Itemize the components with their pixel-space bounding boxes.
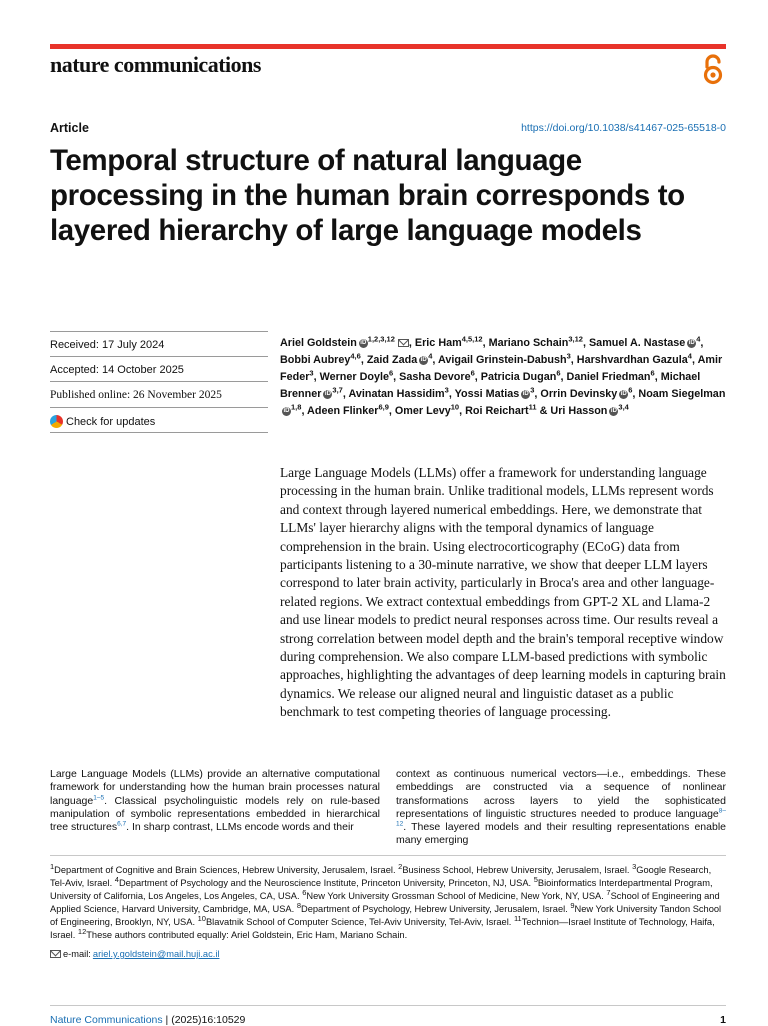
author-affiliation-ref: 3 [309, 368, 314, 378]
citation-ref: 8–12 [396, 807, 726, 828]
affiliation-number: 3 [632, 861, 637, 871]
open-access-icon [700, 54, 726, 86]
affiliation-text: School of Engineering and Applied Science, Harvard University, Cambridge, MA, USA. [50, 891, 720, 915]
author [399, 368, 475, 383]
author-affiliation-ref: 4 [428, 351, 433, 361]
author-affiliation-ref: 4 [696, 334, 701, 344]
author-name: Amir Feder [280, 354, 723, 383]
affiliation-text: Department of Psychology, Hebrew University, Jerusalem, Israel. [300, 904, 571, 915]
author-name: Roi Reichart [465, 405, 529, 417]
affiliation-text: These authors contributed equally: Ariel Goldstein, Eric Ham, Mariano Schain. [86, 930, 408, 941]
author [348, 385, 449, 400]
author-name: Zaid Zada [366, 354, 418, 366]
affiliation-number: 6 [302, 888, 307, 898]
email-icon [398, 339, 409, 347]
accepted-date: Accepted: 14 October 2025 [50, 364, 184, 376]
author-affiliation-ref: 6 [628, 385, 633, 395]
footnote-divider [50, 855, 726, 856]
footer-volume: | (2025)16:10529 [162, 1014, 246, 1026]
affiliation-text: Bioinformatics Interdepartmental Program, University of California, Los Angeles, Los Angeles, CA, USA. [50, 878, 713, 902]
article-title: Temporal structure of natural language processing in the human brain corresponds to layered hierarchy of large language models [50, 144, 685, 247]
author-name: Ariel Goldstein [280, 337, 357, 349]
email-label: e-mail: [63, 949, 91, 959]
author [307, 402, 389, 417]
body-text: . These layered models and their resulting representations enable many emerging [396, 821, 726, 847]
author [488, 334, 583, 349]
author-affiliation-ref: 1,2,3,12 [367, 334, 395, 344]
author-name: Harshvardhan Gazula [576, 354, 688, 366]
author-affiliation-ref: 3,7 [332, 385, 343, 395]
author [576, 351, 692, 366]
author-name: Sasha Devore [399, 371, 471, 383]
author-affiliation-ref: 4 [687, 351, 692, 361]
author-affiliation-ref: 6 [388, 368, 394, 378]
author-name: Orrin Devinsky [540, 388, 618, 400]
author-affiliation-ref: 6 [556, 368, 561, 378]
author-affiliation-ref: 1,8 [291, 402, 302, 412]
author [454, 385, 535, 400]
author [319, 368, 394, 383]
affiliation-number: 2 [398, 861, 403, 871]
affiliation-text: New York University Grossman School of Medicine, New York, NY, USA. [306, 891, 607, 902]
header-accent-bar [50, 44, 726, 49]
author-affiliation-ref: 11 [528, 402, 537, 412]
author-affiliation-ref: 4,5,12 [461, 334, 483, 344]
affiliation-number: 12 [77, 927, 87, 937]
author-affiliation-ref: 3,12 [568, 334, 583, 344]
body-column-left [50, 768, 380, 834]
author-name: Noam Siegelman [638, 388, 726, 400]
author [588, 334, 701, 349]
body-text: . Classical psycholinguistic models rely on rule-based manipulation of symbolic representations embedded in hierarchical tree structures [50, 794, 380, 834]
body-text: . In sharp contrast, LLMs encode words and their [126, 821, 354, 834]
author [550, 402, 629, 417]
meta-divider [50, 432, 268, 433]
author [438, 351, 571, 366]
author-name: Michael Brenner [280, 371, 701, 400]
author-affiliation-ref: 3,4 [618, 402, 629, 412]
meta-divider [50, 407, 268, 408]
author [480, 368, 561, 383]
author-name: Werner Doyle [319, 371, 389, 383]
citation-ref: 6,7 [117, 820, 127, 828]
orcid-icon: iD [620, 390, 627, 397]
affiliation-number: 9 [570, 901, 575, 911]
check-updates-label: Check for updates [66, 415, 156, 428]
author-affiliation-ref: 4,6 [350, 351, 361, 361]
footer-citation [50, 1014, 245, 1026]
affiliation-number: 7 [606, 888, 611, 898]
affiliation-text: Business School, Hebrew University, Jerusalem, Israel. [402, 865, 633, 875]
author [540, 385, 633, 400]
check-for-updates-button[interactable] [50, 415, 155, 428]
article-type-label: Article [50, 121, 89, 135]
affiliation-text: Blavatnik School of Computer Science, Tel-Aviv University, Tel-Aviv, Israel. [205, 917, 514, 928]
affiliation-number: 11 [513, 914, 522, 924]
orcid-icon: iD [283, 407, 290, 414]
author [566, 368, 655, 383]
author [280, 351, 361, 366]
author-name: Daniel Friedman [566, 371, 651, 383]
footer-journal-name: Nature Communications [50, 1014, 163, 1026]
author-affiliation-ref: 3 [566, 351, 571, 361]
affiliation-text: Google Research, Tel-Aviv, Israel. [50, 865, 712, 889]
page-number: 1 [720, 1014, 726, 1026]
footer-divider [50, 1005, 726, 1006]
author-name: Uri Hasson [550, 405, 608, 417]
journal-name: nature communications [50, 52, 261, 77]
corresponding-email [50, 949, 219, 959]
author-affiliation-ref: 3 [444, 385, 449, 395]
orcid-icon: iD [688, 339, 695, 346]
author-name: Samuel A. Nastase [588, 337, 686, 349]
affiliation-text: New York University Tandon School of Engineering, Brooklyn, NY, USA. [50, 904, 722, 928]
doi-link[interactable]: https://doi.org/10.1038/s41467-025-65518-0 [521, 122, 726, 134]
author-name: Avigail Grinstein-Dabush [438, 354, 567, 366]
orcid-icon: iD [360, 339, 367, 346]
published-date: Published online: 26 November 2025 [50, 389, 222, 401]
author-list: Ariel Goldstein iD $^{1,2,3,12}$ , Eric Ham$^{4,5,12}$, Mariano Schain$^{3,12}$, Samuel A. Nastase iD $^4$, Bobbi Aubrey$^{4,6}$, Zaid Zada iD $^4$, Avigail Grinstein-Dabush$^3$, Harshvardhan Gazula$^4$, Amir Feder$^3$, Werner Doyle$^6$, Sasha Devore$^6$, Patricia Dugan$^6$, Daniel Friedman$^6$, Michael Brenner iD $^{3,7}$, Avinatan Hassidim$^3$, Yossi Matias iD $^3$, Orrin Devinsky iD $^6$, Noam SiegelmaniD $^{1,8}$, Adeen Flinker$^{6,9}$, Omer Levy$^{10}$, Roi Reichart$^{11}$ & Uri Hasson iD $^{3,4}$ [280, 334, 726, 417]
email-link[interactable]: ariel.y.goldstein@mail.huji.ac.il [92, 949, 220, 959]
body-column-right [396, 768, 726, 848]
author-name: Omer Levy [394, 405, 451, 417]
author [366, 351, 433, 366]
author [394, 402, 460, 417]
author-name: Avinatan Hassidim [348, 388, 445, 400]
affiliation-text: Technion—Israel Institute of Technology, Haifa, Israel. [50, 917, 715, 941]
body-text: Large Language Models (LLMs) provide an alternative computational framework for understanding how the human brain processes natural language [50, 768, 380, 807]
author-name: Bobbi Aubrey [280, 354, 351, 366]
orcid-icon: iD [610, 407, 617, 414]
author-affiliation-ref: 6,9 [378, 402, 389, 412]
check-updates-icon [50, 415, 63, 428]
author-name: Mariano Schain [488, 337, 569, 349]
citation-ref: 1–5 [93, 794, 105, 802]
affiliation-number: 8 [296, 901, 301, 911]
author-affiliation-ref: 6 [470, 368, 475, 378]
author-name: Patricia Dugan [480, 371, 557, 383]
email-icon [50, 950, 61, 958]
affiliation-number: 4 [114, 875, 119, 884]
affiliation-number: 1 [50, 861, 55, 871]
author-name: Yossi Matias [454, 388, 520, 400]
affiliation-text: Department of Cognitive and Brain Sciences, Hebrew University, Jerusalem, Israel. [54, 865, 399, 875]
author-name: Eric Ham [414, 337, 462, 349]
author-affiliation-ref: 6 [650, 368, 655, 378]
meta-divider [50, 331, 268, 332]
meta-divider [50, 381, 268, 382]
author [465, 402, 537, 417]
abstract: Large Language Models (LLMs) offer a framework for understanding language processing in the human brain. Unlike traditional models, LLMs represent words and context through layered numerical embeddings. Here, we demonstrate that LLMs' layer hierarchy aligns with the temporal dynamics of language comprehension in the brain. Using electrocorticography (ECoG) data from participants listening to a 30-minute narrative, we show that deeper LLM layers correspond to later brain activity, particularly in Broca's area and other language-related regions. We extract contextual embeddings from GPT-2 XL and Llama-2 and use linear models to predict neural responses across time. Our results reveal a strong correlation between model depth and the brain's temporal receptive window during comprehension. We also compare LLM-based predictions with symbolic approaches, highlighting the advantages of deep learning models in capturing brain dynamics. We release our aligned neural and linguistic dataset as a public benchmark to test competing theories of language processing. [280, 465, 726, 720]
orcid-icon: iD [522, 390, 529, 397]
affiliation-text: Department of Psychology and the Neuroscience Institute, Princeton University, Princeton, NJ, USA. [118, 878, 534, 889]
author-name: Adeen Flinker [307, 405, 379, 417]
affiliation-number: 5 [533, 875, 538, 884]
author-affiliation-ref: 3 [530, 385, 535, 395]
received-date: Received: 17 July 2024 [50, 339, 165, 351]
meta-divider [50, 356, 268, 357]
affiliations [50, 861, 726, 943]
author [280, 334, 409, 349]
author-affiliation-ref: 10 [450, 402, 460, 412]
affiliation-number: 10 [197, 914, 206, 924]
author [414, 334, 483, 349]
body-text: context as continuous numerical vectors—i.e., embeddings. These embeddings are constructed via a sequence of nonlinear transformations across layers to yield the sophisticated representations of linguistic structures needed to produce language [396, 768, 726, 820]
orcid-icon: iD [420, 356, 427, 363]
orcid-icon: iD [324, 390, 331, 397]
